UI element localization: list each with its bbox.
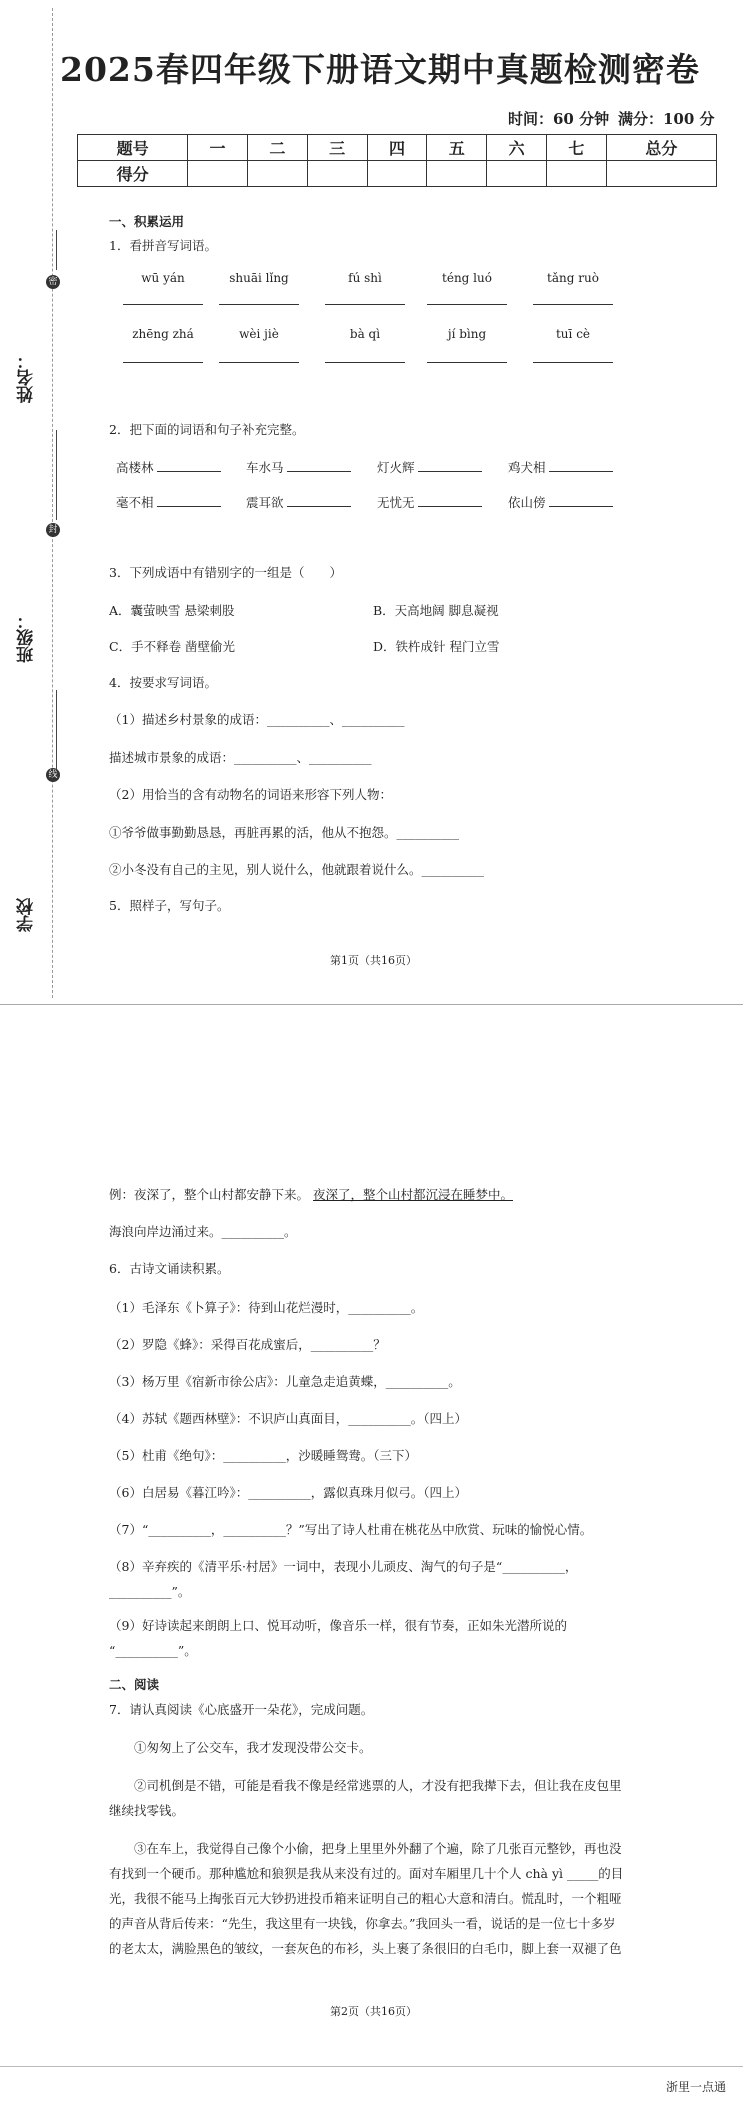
poem-line: （5）杜甫《绝句》：__________，沙暖睡鸳鸯。（三下） — [109, 1448, 417, 1463]
table-cell: 五 — [427, 135, 487, 161]
question-4: 4．按要求写词语。 — [109, 675, 217, 690]
full-score-label: 满分：100 分 — [618, 110, 715, 128]
fill-item: 依山傍 — [508, 495, 546, 510]
table-cell: 二 — [247, 135, 307, 161]
page-footer: 第2页（共16页） — [330, 2005, 417, 2018]
question-5: 5．照样子，写句子。 — [109, 898, 230, 913]
example-question: 海浪向岸边涌过来。__________。 — [109, 1224, 297, 1239]
pinyin-text: jí bìng — [447, 327, 487, 341]
table-cell: 三 — [307, 135, 367, 161]
option-b[interactable]: B．天高地阔 脚息凝视 — [373, 603, 499, 618]
name-label: 姓名： — [17, 352, 37, 403]
poem-line: __________”。 — [109, 1584, 191, 1599]
question-7: 7．请认真阅读《心底盛开一朵花》，完成问题。 — [109, 1702, 374, 1717]
option-c[interactable]: C．手不释卷 凿壁偷光 — [109, 639, 236, 654]
exam-title: 2025春四年级下册语文期中真题检测密卷 — [60, 50, 700, 89]
table-cell: 总分 — [606, 135, 716, 161]
answer-blank[interactable] — [325, 362, 405, 363]
pinyin-text: shuāi lǐng — [229, 271, 289, 285]
example-prefix: 例：夜深了，整个山村都安静下来。 — [109, 1187, 310, 1202]
pinyin-text: wū yán — [141, 271, 185, 285]
table-cell: 题号 — [78, 135, 188, 161]
fill-item: 车水马 — [246, 460, 284, 475]
answer-blank[interactable] — [549, 506, 613, 507]
passage-paragraph: 有找到一个硬币。那种尴尬和狼狈是我从来没有过的。面对车厢里几十个人 chà yì _____的目 — [109, 1866, 624, 1881]
section-heading: 二、阅读 — [109, 1677, 160, 1692]
answer-blank[interactable] — [123, 362, 203, 363]
answer-blank[interactable] — [287, 506, 351, 507]
example-answer: 夜深了，整个山村都沉浸在睡梦中。 — [313, 1187, 514, 1202]
score-cell[interactable] — [367, 161, 427, 187]
poem-line: （8）辛弃疾的《清平乐·村居》一词中，表现小儿顽皮、淘气的句子是“__________， — [109, 1559, 578, 1574]
table-cell: 一 — [188, 135, 248, 161]
question-3: 3．下列成语中有错别字的一组是（ ） — [109, 565, 342, 580]
passage-paragraph: 的声音从背后传来：“先生，我这里有一块钱，你拿去。”我回头一看，说话的是一位七十多岁 — [109, 1916, 616, 1931]
answer-blank[interactable] — [427, 304, 507, 305]
fill-item: 高楼林 — [116, 460, 154, 475]
score-cell[interactable] — [188, 161, 248, 187]
answer-blank[interactable] — [533, 304, 613, 305]
question-4-1b: 描述城市景象的成语：__________、__________ — [109, 750, 372, 765]
score-cell[interactable] — [307, 161, 367, 187]
answer-blank[interactable] — [549, 471, 613, 472]
passage-paragraph: ③在车上，我觉得自己像个小偷，把身上里里外外翻了个遍，除了几张百元整钞，再也没 — [134, 1841, 622, 1856]
option-a[interactable]: A．囊萤映雪 悬梁刺股 — [109, 603, 235, 618]
poem-line: （9）好诗读起来朗朗上口、悦耳动听，像音乐一样，很有节奏，正如朱光潜所说的 — [109, 1618, 567, 1633]
answer-blank[interactable] — [325, 304, 405, 305]
passage-paragraph: ②司机倒是不错，可能是看我不像是经常逃票的人，才没有把我撵下去，但让我在皮包里 — [134, 1778, 622, 1793]
section-heading: 一、积累运用 — [109, 214, 185, 229]
score-cell[interactable] — [487, 161, 547, 187]
pinyin-text: zhēng zhá — [132, 327, 194, 341]
answer-blank[interactable] — [287, 471, 351, 472]
table-cell: 四 — [367, 135, 427, 161]
poem-line: “__________”。 — [109, 1643, 197, 1658]
answer-blank[interactable] — [418, 471, 482, 472]
seal-dashed-line — [52, 8, 53, 998]
question-2: 2．把下面的词语和句子补充完整。 — [109, 422, 305, 437]
class-write-line[interactable] — [56, 430, 57, 520]
watermark-text: 浙里一点通 — [666, 2080, 727, 2094]
fill-item: 震耳欲 — [246, 495, 284, 510]
poem-line: （4）苏轼《题西林壁》：不识庐山真面目，__________。（四上） — [109, 1411, 467, 1426]
fill-item: 无忧无 — [377, 495, 415, 510]
answer-blank[interactable] — [533, 362, 613, 363]
pinyin-text: tǎng ruò — [547, 271, 599, 285]
seal-mark-feng: 封 — [46, 523, 60, 537]
question-4-2b: ②小冬没有自己的主见，别人说什么，他就跟着说什么。__________ — [109, 862, 485, 877]
fill-item: 毫不相 — [116, 495, 154, 510]
time-label: 时间：60 分钟 — [508, 110, 610, 128]
score-cell[interactable] — [547, 161, 607, 187]
score-table-score-row — [78, 161, 717, 187]
pinyin-text: téng luó — [442, 271, 492, 285]
passage-paragraph: 继续找零钱。 — [109, 1803, 185, 1818]
answer-blank[interactable] — [219, 362, 299, 363]
example-sentence — [109, 1185, 513, 1203]
table-cell: 六 — [487, 135, 547, 161]
school-write-line[interactable] — [56, 690, 57, 780]
score-cell[interactable] — [427, 161, 487, 187]
fill-item: 灯火辉 — [377, 460, 415, 475]
poem-line: （7）“__________，__________？”写出了诗人杜甫在桃花丛中欣赏、玩味的愉悦心情。 — [109, 1522, 593, 1537]
poem-line: （3）杨万里《宿新市徐公店》：儿童急走追黄蝶，__________。 — [109, 1374, 461, 1389]
poem-line: （1）毛泽东《卜算子》：待到山花烂漫时，__________。 — [109, 1300, 424, 1315]
question-4-2a: ①爷爷做事勤勤恳恳，再脏再累的活，他从不抱怨。__________ — [109, 825, 460, 840]
fill-item: 鸡犬相 — [508, 460, 546, 475]
question-6: 6．古诗文诵读积累。 — [109, 1261, 230, 1276]
class-label: 班级： — [17, 612, 37, 663]
poem-line: （2）罗隐《蜂》：采得百花成蜜后，__________？ — [109, 1337, 386, 1352]
score-cell[interactable] — [606, 161, 716, 187]
table-cell: 得分 — [78, 161, 188, 187]
question-4-2: （2）用恰当的含有动物名的词语来形容下列人物： — [109, 787, 392, 802]
pinyin-text: wèi jiè — [239, 327, 279, 341]
passage-paragraph: 光，我很不能马上掏张百元大钞扔进投币箱来证明自己的粗心大意和清白。慌乱时，一个粗哑 — [109, 1891, 622, 1906]
option-d[interactable]: D．铁杵成针 程门立雪 — [373, 639, 500, 654]
answer-blank[interactable] — [219, 304, 299, 305]
answer-blank[interactable] — [123, 304, 203, 305]
question-4-1: （1）描述乡村景象的成语：__________、__________ — [109, 712, 405, 727]
question-1: 1．看拼音写词语。 — [109, 238, 217, 253]
passage-paragraph: ①匆匆上了公交车，我才发现没带公交卡。 — [134, 1740, 372, 1755]
page-divider — [0, 1004, 743, 1005]
school-label: 学校 — [17, 898, 37, 932]
answer-blank[interactable] — [418, 506, 482, 507]
pinyin-text: tuī cè — [555, 327, 591, 341]
pinyin-text: bà qì — [349, 327, 381, 341]
table-cell: 七 — [547, 135, 607, 161]
answer-blank[interactable] — [157, 471, 221, 472]
answer-blank[interactable] — [427, 362, 507, 363]
page-footer: 第1页（共16页） — [330, 954, 417, 967]
answer-blank[interactable] — [157, 506, 221, 507]
seal-mark-mi: 密 — [46, 275, 60, 289]
seal-mark-xian: 线 — [46, 768, 60, 782]
score-cell[interactable] — [247, 161, 307, 187]
pinyin-text: fú shì — [348, 271, 382, 285]
name-write-line[interactable] — [56, 230, 57, 270]
score-table — [77, 134, 717, 187]
score-table-header-row — [78, 135, 717, 161]
bottom-divider — [0, 2066, 743, 2067]
passage-paragraph: 的老太太，满脸黑色的皱纹，一套灰色的布衫，头上裹了条很旧的白毛巾，脚上套一双褪了色 — [109, 1941, 622, 1956]
poem-line: （6）白居易《暮江吟》：__________，露似真珠月似弓。（四上） — [109, 1485, 467, 1500]
